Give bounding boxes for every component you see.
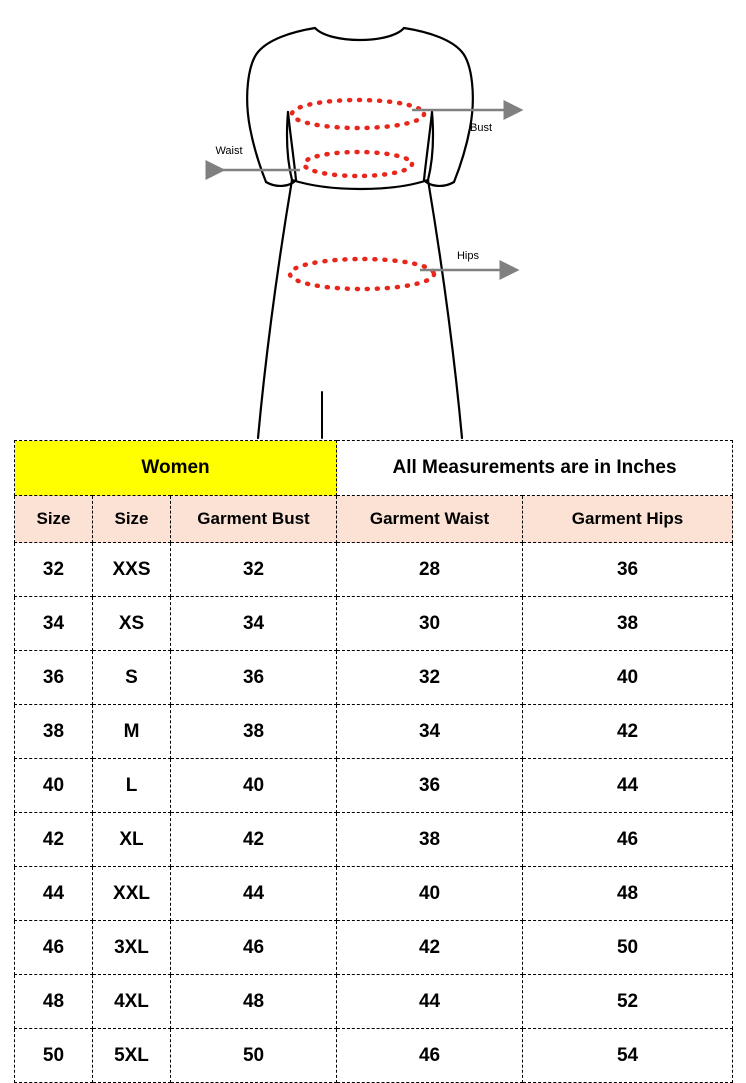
bust-label: Bust (469, 122, 493, 134)
cell-bust: 46 (171, 921, 337, 975)
cell-hips: 50 (523, 921, 733, 975)
bust-measure-ellipse (292, 100, 424, 128)
cell-hips: 54 (523, 1029, 733, 1083)
cell-hips: 38 (523, 597, 733, 651)
cell-size-alpha: S (93, 651, 171, 705)
cell-waist: 28 (337, 543, 523, 597)
cell-bust: 40 (171, 759, 337, 813)
table-row (15, 975, 733, 1029)
table-row (15, 759, 733, 813)
waist-label: Waist (215, 145, 243, 157)
cell-hips: 52 (523, 975, 733, 1029)
cell-bust: 42 (171, 813, 337, 867)
cell-bust: 34 (171, 597, 337, 651)
header-garment-waist: Garment Waist (337, 496, 523, 543)
hips-label: Hips (456, 250, 480, 262)
cell-waist: 44 (337, 975, 523, 1029)
table-header-row (15, 496, 733, 543)
cell-size-numeric: 38 (15, 705, 93, 759)
cell-size-alpha: 4XL (93, 975, 171, 1029)
cell-waist: 46 (337, 1029, 523, 1083)
cell-size-alpha: 3XL (93, 921, 171, 975)
header-garment-hips: Garment Hips (523, 496, 733, 543)
cell-waist: 40 (337, 867, 523, 921)
table-row (15, 705, 733, 759)
cell-hips: 40 (523, 651, 733, 705)
table-row (15, 813, 733, 867)
cell-size-alpha: M (93, 705, 171, 759)
cell-bust: 38 (171, 705, 337, 759)
waist-measure-ellipse (304, 152, 412, 176)
cell-waist: 30 (337, 597, 523, 651)
cell-size-numeric: 44 (15, 867, 93, 921)
cell-size-numeric: 36 (15, 651, 93, 705)
cell-hips: 36 (523, 543, 733, 597)
cell-size-alpha: 5XL (93, 1029, 171, 1083)
cell-size-numeric: 48 (15, 975, 93, 1029)
cell-hips: 42 (523, 705, 733, 759)
cell-waist: 36 (337, 759, 523, 813)
cell-waist: 34 (337, 705, 523, 759)
title-measurements: All Measurements are in Inches (337, 441, 733, 496)
cell-size-alpha: XL (93, 813, 171, 867)
table-row (15, 1029, 733, 1083)
cell-bust: 44 (171, 867, 337, 921)
cell-size-alpha: XXS (93, 543, 171, 597)
cell-hips: 48 (523, 867, 733, 921)
cell-hips: 46 (523, 813, 733, 867)
table-row (15, 651, 733, 705)
cell-bust: 36 (171, 651, 337, 705)
hips-measure-ellipse (290, 259, 434, 289)
title-women: Women (15, 441, 337, 496)
body-measurement-illustration (0, 0, 746, 440)
header-garment-bust: Garment Bust (171, 496, 337, 543)
cell-size-numeric: 34 (15, 597, 93, 651)
cell-size-numeric: 42 (15, 813, 93, 867)
table-title-row (15, 441, 733, 496)
cell-size-numeric: 32 (15, 543, 93, 597)
cell-bust: 32 (171, 543, 337, 597)
table-row (15, 597, 733, 651)
table-row (15, 867, 733, 921)
cell-waist: 42 (337, 921, 523, 975)
size-table-container (14, 440, 732, 1083)
cell-hips: 44 (523, 759, 733, 813)
cell-size-alpha: L (93, 759, 171, 813)
cell-size-alpha: XXL (93, 867, 171, 921)
cell-waist: 32 (337, 651, 523, 705)
table-row (15, 921, 733, 975)
cell-bust: 50 (171, 1029, 337, 1083)
neckline-path (315, 28, 404, 40)
cell-size-numeric: 40 (15, 759, 93, 813)
header-size-numeric: Size (15, 496, 93, 543)
cell-bust: 48 (171, 975, 337, 1029)
cell-size-numeric: 50 (15, 1029, 93, 1083)
size-table (14, 440, 733, 1083)
cell-size-numeric: 46 (15, 921, 93, 975)
table-row (15, 543, 733, 597)
cell-size-alpha: XS (93, 597, 171, 651)
header-size-alpha: Size (93, 496, 171, 543)
cell-waist: 38 (337, 813, 523, 867)
